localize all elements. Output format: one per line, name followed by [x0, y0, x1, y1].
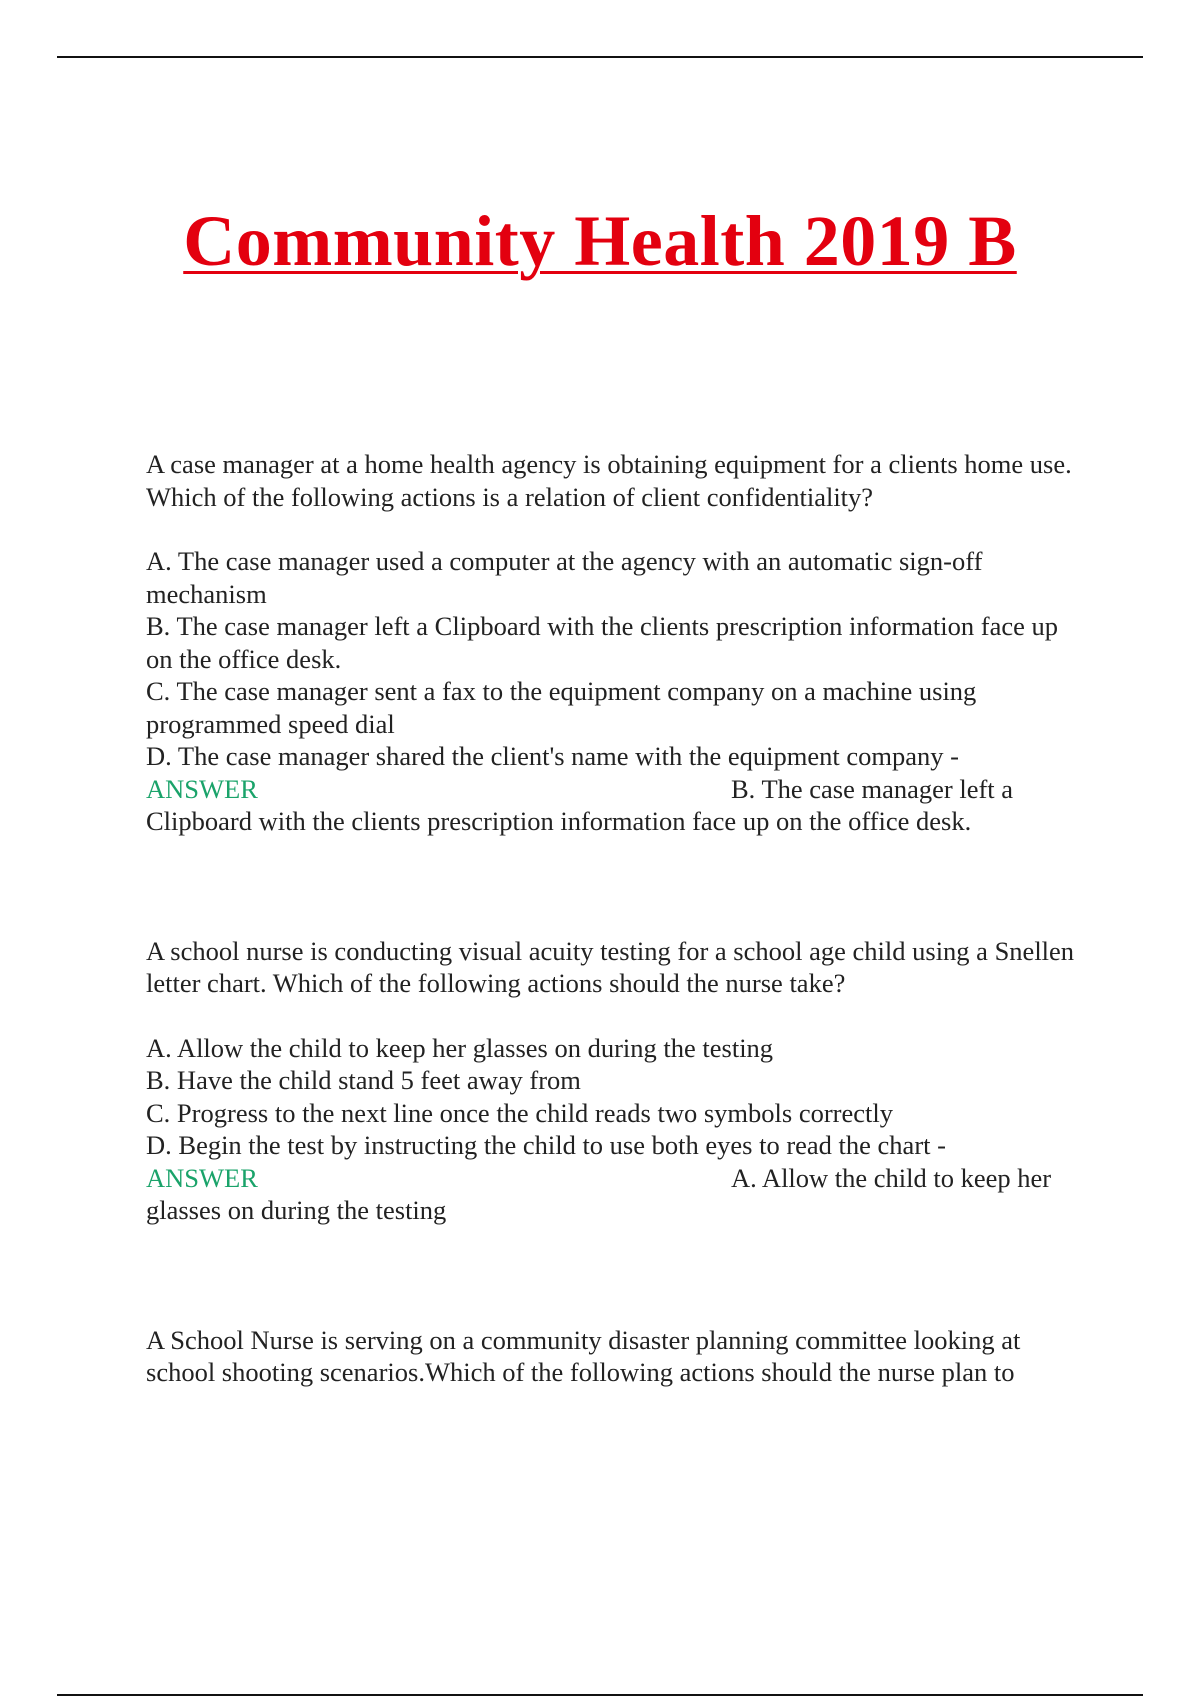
option-item: B. The case manager left a Clipboard with the clients prescription information face up on the office desk. — [146, 611, 1058, 674]
question-block-1 — [146, 448, 1086, 838]
question-block-2 — [146, 935, 1086, 1227]
option-item: B. Have the child stand 5 feet away from — [146, 1065, 581, 1095]
answer-text: A. Allow the child to keep her glasses on during the testing — [146, 1162, 1052, 1225]
option-item: D. Begin the test by instructing the child to use both eyes to read the chart - — [146, 1130, 946, 1160]
question-stem: A case manager at a home health agency is obtaining equipment for a clients home use. Which of the following actions is a relation of client confidentiality? — [146, 449, 1072, 512]
document-body — [146, 448, 1086, 1389]
option-list — [146, 1032, 1086, 1227]
question-block-3 — [146, 1324, 1086, 1389]
top-rule — [57, 56, 1143, 58]
document-title — [0, 200, 1200, 283]
answer-label: ANSWER — [146, 1162, 258, 1193]
option-item: C. The case manager sent a fax to the equipment company on a machine using programmed speed dial — [146, 676, 977, 739]
answer-label: ANSWER — [146, 773, 258, 804]
answer-text: B. The case manager left a Clipboard with the clients prescription information face up on the office desk. — [146, 773, 1014, 836]
option-list — [146, 545, 1086, 838]
bottom-rule — [57, 1694, 1143, 1696]
option-item: A. The case manager used a computer at the agency with an automatic sign-off mechanism — [146, 546, 983, 609]
option-item: C. Progress to the next line once the child reads two symbols correctly — [146, 1097, 893, 1128]
option-item: D. The case manager shared the client's name with the equipment company - — [146, 741, 959, 771]
option-item: A. Allow the child to keep her glasses on during the testing — [146, 1032, 774, 1063]
document-title-text: Community Health 2019 B — [183, 201, 1017, 281]
question-stem: A School Nurse is serving on a community disaster planning committee looking at school shooting scenarios.Which of the following actions should the nurse plan to — [146, 1324, 1021, 1387]
answer-line — [146, 773, 1086, 838]
answer-line — [146, 1162, 1086, 1227]
question-stem: A school nurse is conducting visual acuity testing for a school age child using a Snellen letter chart. Which of the following actions should the nurse take? — [146, 935, 1075, 998]
